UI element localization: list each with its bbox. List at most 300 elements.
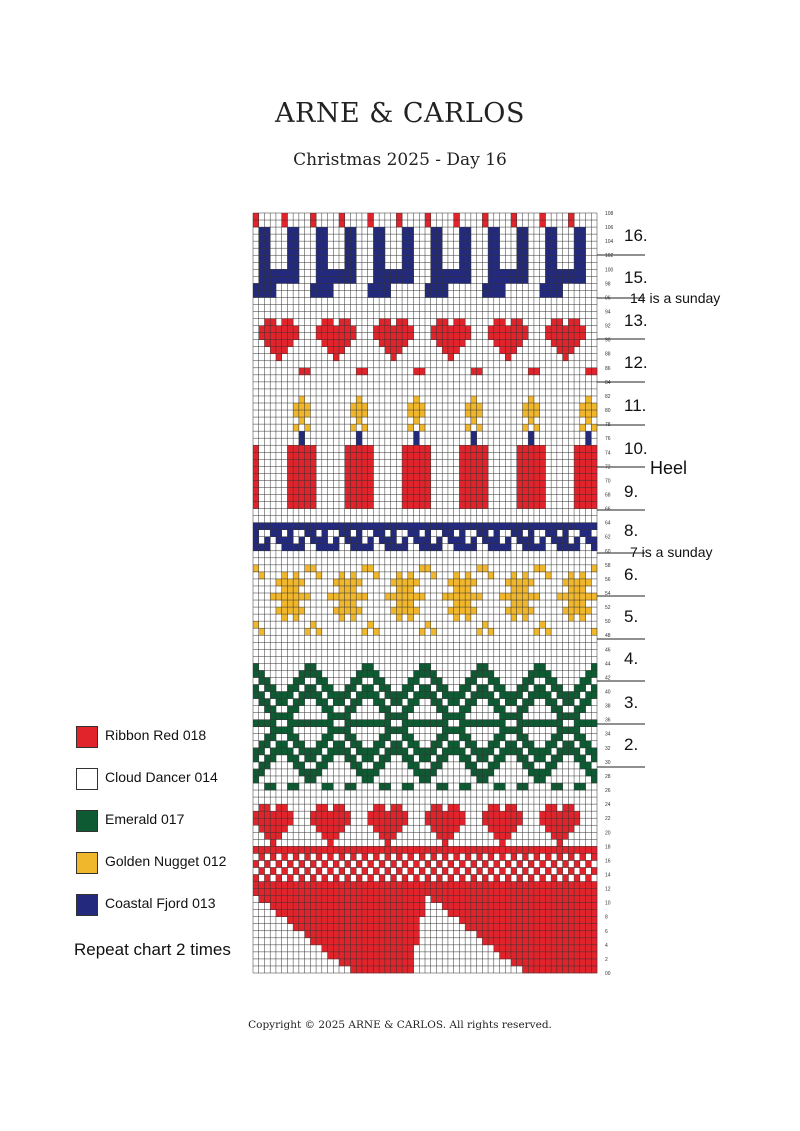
chart-stitch bbox=[333, 544, 339, 551]
chart-stitch bbox=[282, 572, 288, 579]
chart-stitch bbox=[368, 283, 374, 290]
chart-stitch bbox=[500, 931, 506, 938]
chart-stitch bbox=[568, 924, 574, 931]
chart-stitch bbox=[540, 769, 546, 776]
chart-stitch bbox=[385, 713, 391, 720]
chart-stitch bbox=[414, 670, 420, 677]
chart-stitch bbox=[264, 699, 270, 706]
chart-stitch bbox=[391, 889, 397, 896]
chart-stitch bbox=[339, 741, 345, 748]
chart-stitch bbox=[282, 867, 288, 874]
chart-stitch bbox=[299, 924, 305, 931]
chart-stitch bbox=[385, 692, 391, 699]
chart-stitch bbox=[436, 741, 442, 748]
chart-stitch bbox=[264, 755, 270, 762]
chart-stitch bbox=[368, 769, 374, 776]
chart-stitch bbox=[471, 466, 477, 473]
chart-stitch bbox=[534, 628, 540, 635]
chart-stitch bbox=[454, 825, 460, 832]
chart-stitch bbox=[385, 882, 391, 889]
chart-stitch bbox=[534, 945, 540, 952]
chart-stitch bbox=[442, 340, 448, 347]
chart-stitch bbox=[264, 874, 270, 881]
chart-stitch bbox=[448, 896, 454, 903]
chart-stitch bbox=[287, 748, 293, 755]
chart-stitch bbox=[385, 734, 391, 741]
chart-stitch bbox=[333, 924, 339, 931]
chart-stitch bbox=[586, 452, 592, 459]
chart-stitch bbox=[350, 917, 356, 924]
chart-stitch bbox=[333, 832, 339, 839]
chart-stitch bbox=[551, 255, 557, 262]
chart-stitch bbox=[333, 347, 339, 354]
chart-stitch bbox=[436, 825, 442, 832]
chart-stitch bbox=[345, 607, 351, 614]
chart-stitch bbox=[482, 459, 488, 466]
chart-stitch bbox=[419, 403, 425, 410]
chart-stitch bbox=[494, 276, 500, 283]
chart-stitch bbox=[454, 607, 460, 614]
chart-stitch bbox=[322, 783, 328, 790]
chart-stitch bbox=[391, 607, 397, 614]
chart-stitch bbox=[442, 720, 448, 727]
chart-stitch bbox=[322, 544, 328, 551]
chart-stitch bbox=[276, 825, 282, 832]
chart-stitch bbox=[557, 931, 563, 938]
chart-stitch bbox=[586, 903, 592, 910]
chart-stitch bbox=[368, 945, 374, 952]
chart-stitch bbox=[459, 727, 465, 734]
chart-stitch bbox=[586, 874, 592, 881]
chart-stitch bbox=[540, 846, 546, 853]
chart-stitch bbox=[299, 607, 305, 614]
chart-stitch bbox=[350, 234, 356, 241]
chart-stitch bbox=[362, 959, 368, 966]
chart-stitch bbox=[586, 438, 592, 445]
chart-stitch bbox=[264, 523, 270, 530]
chart-stitch bbox=[345, 227, 351, 234]
chart-stitch bbox=[305, 480, 311, 487]
chart-stitch bbox=[419, 424, 425, 431]
chart-stitch bbox=[431, 269, 437, 276]
chart-stitch bbox=[270, 734, 276, 741]
chart-stitch bbox=[368, 924, 374, 931]
chart-stitch bbox=[259, 290, 265, 297]
chart-stitch bbox=[551, 903, 557, 910]
chart-stitch bbox=[488, 537, 494, 544]
chart-stitch bbox=[574, 917, 580, 924]
chart-stitch bbox=[345, 494, 351, 501]
chart-stitch bbox=[425, 882, 431, 889]
chart-stitch bbox=[448, 713, 454, 720]
chart-stitch bbox=[368, 776, 374, 783]
chart-stitch bbox=[517, 227, 523, 234]
chart-stitch bbox=[396, 811, 402, 818]
chart-stitch bbox=[471, 537, 477, 544]
chart-stitch bbox=[425, 283, 431, 290]
chart-stitch bbox=[528, 889, 534, 896]
chart-stitch bbox=[339, 938, 345, 945]
chart-stitch bbox=[551, 706, 557, 713]
chart-stitch bbox=[482, 882, 488, 889]
chart-stitch bbox=[522, 276, 528, 283]
chart-stitch bbox=[534, 502, 540, 509]
chart-stitch bbox=[350, 276, 356, 283]
chart-stitch bbox=[379, 248, 385, 255]
chart-stitch bbox=[419, 565, 425, 572]
chart-stitch bbox=[459, 276, 465, 283]
chart-stitch bbox=[339, 220, 345, 227]
chart-stitch bbox=[379, 706, 385, 713]
chart-stitch bbox=[580, 762, 586, 769]
chart-stitch bbox=[517, 234, 523, 241]
chart-stitch bbox=[580, 959, 586, 966]
chart-stitch bbox=[310, 896, 316, 903]
chart-stitch bbox=[299, 903, 305, 910]
chart-stitch bbox=[391, 727, 397, 734]
chart-stitch bbox=[322, 276, 328, 283]
chart-stitch bbox=[396, 966, 402, 973]
chart-stitch bbox=[402, 938, 408, 945]
chart-stitch bbox=[477, 452, 483, 459]
chart-stitch bbox=[563, 966, 569, 973]
chart-stitch bbox=[459, 579, 465, 586]
chart-stitch bbox=[408, 502, 414, 509]
chart-stitch bbox=[350, 699, 356, 706]
chart-stitch bbox=[385, 283, 391, 290]
chart-stitch bbox=[345, 326, 351, 333]
chart-stitch bbox=[557, 720, 563, 727]
chart-stitch bbox=[339, 600, 345, 607]
chart-stitch bbox=[534, 403, 540, 410]
chart-stitch bbox=[259, 276, 265, 283]
chart-stitch bbox=[454, 846, 460, 853]
chart-stitch bbox=[414, 748, 420, 755]
chart-stitch bbox=[310, 889, 316, 896]
chart-stitch bbox=[287, 269, 293, 276]
chart-stitch bbox=[350, 853, 356, 860]
chart-stitch bbox=[580, 487, 586, 494]
chart-stitch bbox=[494, 734, 500, 741]
chart-stitch bbox=[379, 333, 385, 340]
chart-stitch bbox=[517, 924, 523, 931]
chart-stitch bbox=[471, 417, 477, 424]
chart-stitch bbox=[448, 537, 454, 544]
chart-stitch bbox=[333, 276, 339, 283]
chart-stitch bbox=[454, 748, 460, 755]
chart-stitch bbox=[293, 523, 299, 530]
chart-stitch bbox=[591, 966, 597, 973]
chart-stitch bbox=[591, 931, 597, 938]
chart-stitch bbox=[482, 466, 488, 473]
chart-stitch bbox=[408, 530, 414, 537]
chart-stitch bbox=[362, 424, 368, 431]
chart-stitch bbox=[408, 234, 414, 241]
chart-stitch bbox=[328, 896, 334, 903]
chart-stitch bbox=[287, 452, 293, 459]
chart-stitch bbox=[488, 769, 494, 776]
chart-stitch bbox=[517, 783, 523, 790]
chart-stitch bbox=[310, 846, 316, 853]
chart-stitch bbox=[345, 860, 351, 867]
chart-stitch bbox=[511, 853, 517, 860]
day-label-13: 13. bbox=[624, 311, 648, 330]
chart-stitch bbox=[442, 347, 448, 354]
chart-stitch bbox=[505, 882, 511, 889]
chart-stitch bbox=[563, 741, 569, 748]
chart-stitch bbox=[293, 720, 299, 727]
chart-stitch bbox=[425, 684, 431, 691]
chart-stitch bbox=[563, 903, 569, 910]
chart-stitch bbox=[563, 938, 569, 945]
chart-stitch bbox=[500, 755, 506, 762]
chart-stitch bbox=[494, 720, 500, 727]
chart-stitch bbox=[287, 459, 293, 466]
chart-stitch bbox=[522, 677, 528, 684]
chart-stitch bbox=[500, 952, 506, 959]
chart-stitch bbox=[356, 487, 362, 494]
chart-stitch bbox=[517, 537, 523, 544]
chart-stitch bbox=[379, 255, 385, 262]
chart-stitch bbox=[293, 333, 299, 340]
chart-stitch bbox=[471, 523, 477, 530]
chart-stitch bbox=[436, 523, 442, 530]
chart-stitch bbox=[408, 734, 414, 741]
chart-stitch bbox=[528, 741, 534, 748]
chart-stitch bbox=[574, 227, 580, 234]
chart-stitch bbox=[522, 706, 528, 713]
chart-stitch bbox=[259, 262, 265, 269]
chart-stitch bbox=[350, 523, 356, 530]
row-number: 72 bbox=[605, 464, 611, 471]
chart-stitch bbox=[454, 699, 460, 706]
chart-stitch bbox=[368, 445, 374, 452]
chart-stitch bbox=[414, 762, 420, 769]
chart-stitch bbox=[350, 600, 356, 607]
chart-stitch bbox=[373, 896, 379, 903]
chart-stitch bbox=[402, 579, 408, 586]
chart-stitch bbox=[322, 255, 328, 262]
chart-stitch bbox=[345, 269, 351, 276]
chart-stitch bbox=[436, 755, 442, 762]
chart-stitch bbox=[494, 938, 500, 945]
chart-stitch bbox=[574, 860, 580, 867]
chart-stitch bbox=[505, 825, 511, 832]
chart-stitch bbox=[362, 931, 368, 938]
chart-stitch bbox=[356, 417, 362, 424]
chart-stitch bbox=[345, 896, 351, 903]
chart-stitch bbox=[402, 903, 408, 910]
chart-stitch bbox=[505, 523, 511, 530]
chart-stitch bbox=[345, 818, 351, 825]
chart-stitch bbox=[448, 692, 454, 699]
chart-stitch bbox=[299, 720, 305, 727]
chart-stitch bbox=[402, 959, 408, 966]
chart-stitch bbox=[517, 874, 523, 881]
chart-stitch bbox=[333, 699, 339, 706]
chart-stitch bbox=[350, 445, 356, 452]
chart-stitch bbox=[259, 853, 265, 860]
chart-stitch bbox=[540, 523, 546, 530]
chart-stitch bbox=[477, 684, 483, 691]
chart-stitch bbox=[580, 846, 586, 853]
chart-stitch bbox=[310, 882, 316, 889]
chart-stitch bbox=[356, 931, 362, 938]
chart-stitch bbox=[408, 699, 414, 706]
chart-stitch bbox=[276, 889, 282, 896]
chart-stitch bbox=[287, 276, 293, 283]
chart-stitch bbox=[459, 537, 465, 544]
chart-stitch bbox=[563, 874, 569, 881]
chart-stitch bbox=[586, 889, 592, 896]
chart-stitch bbox=[282, 276, 288, 283]
chart-stitch bbox=[259, 762, 265, 769]
chart-stitch bbox=[345, 248, 351, 255]
chart-stitch bbox=[482, 537, 488, 544]
chart-stitch bbox=[322, 811, 328, 818]
chart-stitch bbox=[270, 882, 276, 889]
chart-stitch bbox=[488, 290, 494, 297]
chart-stitch bbox=[500, 283, 506, 290]
chart-stitch bbox=[494, 882, 500, 889]
chart-stitch bbox=[414, 896, 420, 903]
chart-stitch bbox=[522, 480, 528, 487]
chart-stitch bbox=[511, 593, 517, 600]
chart-stitch bbox=[368, 755, 374, 762]
chart-stitch bbox=[586, 699, 592, 706]
chart-stitch bbox=[500, 853, 506, 860]
chart-stitch bbox=[391, 340, 397, 347]
chart-stitch bbox=[264, 734, 270, 741]
chart-stitch bbox=[310, 480, 316, 487]
chart-stitch bbox=[494, 333, 500, 340]
chart-stitch bbox=[511, 867, 517, 874]
chart-stitch bbox=[563, 896, 569, 903]
chart-stitch bbox=[522, 762, 528, 769]
chart-stitch bbox=[379, 804, 385, 811]
chart-stitch bbox=[511, 586, 517, 593]
chart-stitch bbox=[574, 452, 580, 459]
chart-stitch bbox=[477, 593, 483, 600]
chart-stitch bbox=[494, 910, 500, 917]
chart-stitch bbox=[345, 727, 351, 734]
chart-stitch bbox=[391, 811, 397, 818]
chart-stitch bbox=[545, 227, 551, 234]
chart-stitch bbox=[328, 290, 334, 297]
chart-stitch bbox=[270, 276, 276, 283]
chart-stitch bbox=[385, 783, 391, 790]
chart-stitch bbox=[305, 769, 311, 776]
chart-stitch bbox=[591, 959, 597, 966]
chart-stitch bbox=[356, 938, 362, 945]
chart-stitch bbox=[528, 466, 534, 473]
chart-stitch bbox=[551, 832, 557, 839]
chart-stitch bbox=[282, 699, 288, 706]
chart-stitch bbox=[517, 326, 523, 333]
chart-stitch bbox=[419, 663, 425, 670]
chart-stitch bbox=[465, 586, 471, 593]
chart-stitch bbox=[488, 882, 494, 889]
chart-stitch bbox=[408, 480, 414, 487]
chart-stitch bbox=[391, 804, 397, 811]
chart-stitch bbox=[488, 234, 494, 241]
chart-stitch bbox=[545, 241, 551, 248]
chart-stitch bbox=[322, 262, 328, 269]
chart-stitch bbox=[264, 248, 270, 255]
row-number: 44 bbox=[605, 661, 611, 668]
chart-stitch bbox=[482, 670, 488, 677]
chart-stitch bbox=[465, 614, 471, 621]
chart-stitch bbox=[522, 959, 528, 966]
chart-stitch bbox=[282, 818, 288, 825]
chart-stitch bbox=[557, 340, 563, 347]
chart-stitch bbox=[580, 572, 586, 579]
chart-stitch bbox=[586, 741, 592, 748]
chart-stitch bbox=[391, 537, 397, 544]
chart-stitch bbox=[442, 713, 448, 720]
chart-stitch bbox=[414, 459, 420, 466]
chart-stitch bbox=[528, 896, 534, 903]
chart-stitch bbox=[574, 445, 580, 452]
chart-stitch bbox=[362, 368, 368, 375]
chart-stitch bbox=[442, 867, 448, 874]
chart-stitch bbox=[580, 579, 586, 586]
chart-stitch bbox=[414, 699, 420, 706]
chart-stitch bbox=[316, 269, 322, 276]
chart-stitch bbox=[563, 727, 569, 734]
chart-stitch bbox=[379, 938, 385, 945]
chart-stitch bbox=[534, 487, 540, 494]
chart-stitch bbox=[459, 593, 465, 600]
chart-stitch bbox=[511, 741, 517, 748]
chart-stitch bbox=[391, 832, 397, 839]
chart-stitch bbox=[563, 959, 569, 966]
chart-stitch bbox=[482, 938, 488, 945]
chart-stitch bbox=[293, 459, 299, 466]
chart-stitch bbox=[345, 579, 351, 586]
chart-stitch bbox=[459, 459, 465, 466]
chart-stitch bbox=[362, 952, 368, 959]
chart-stitch bbox=[305, 403, 311, 410]
chart-stitch bbox=[293, 234, 299, 241]
chart-stitch bbox=[500, 706, 506, 713]
chart-stitch bbox=[540, 684, 546, 691]
chart-stitch bbox=[511, 748, 517, 755]
chart-stitch bbox=[270, 347, 276, 354]
chart-stitch bbox=[574, 593, 580, 600]
chart-stitch bbox=[270, 818, 276, 825]
chart-stitch bbox=[350, 755, 356, 762]
chart-stitch bbox=[379, 677, 385, 684]
chart-stitch bbox=[310, 924, 316, 931]
chart-stitch bbox=[414, 523, 420, 530]
chart-stitch bbox=[333, 727, 339, 734]
chart-stitch bbox=[477, 466, 483, 473]
chart-stitch bbox=[459, 530, 465, 537]
chart-stitch bbox=[402, 966, 408, 973]
chart-stitch bbox=[436, 340, 442, 347]
chart-stitch bbox=[528, 910, 534, 917]
chart-stitch bbox=[574, 319, 580, 326]
chart-stitch bbox=[270, 706, 276, 713]
chart-stitch bbox=[442, 903, 448, 910]
chart-stitch bbox=[459, 706, 465, 713]
chart-stitch bbox=[391, 333, 397, 340]
chart-stitch bbox=[350, 614, 356, 621]
chart-stitch bbox=[557, 903, 563, 910]
chart-stitch bbox=[322, 741, 328, 748]
chart-stitch bbox=[305, 628, 311, 635]
